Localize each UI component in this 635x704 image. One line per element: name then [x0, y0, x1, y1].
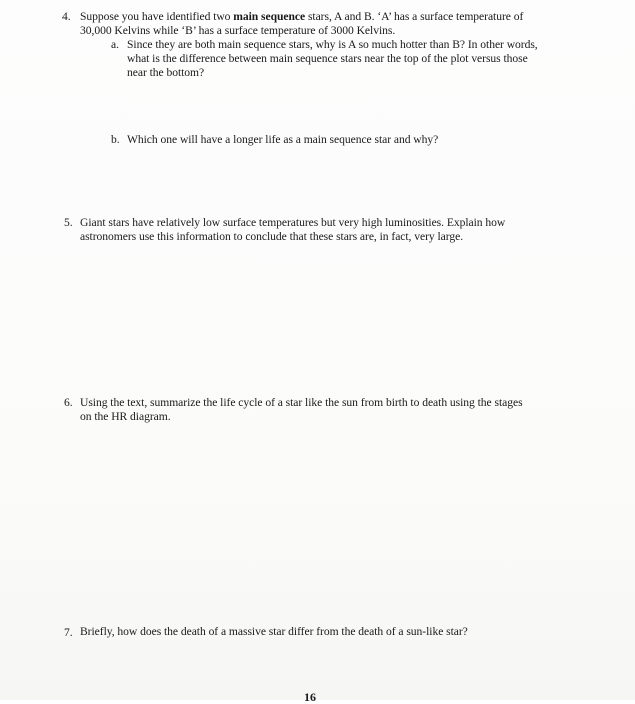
question-number: 6. [64, 396, 73, 409]
question-text-line: Since they are both main sequence stars, why is A so much hotter than B? In other words, [127, 38, 538, 51]
question-text-line: on the HR diagram. [80, 410, 171, 423]
question-text-line: astronomers use this information to conclude that these stars are, in fact, very large. [80, 230, 464, 243]
emphasis-term: main sequence [233, 10, 306, 23]
subquestion-label: b. [111, 133, 120, 146]
question-text-line: Giant stars have relatively low surface temperatures but very high luminosities. Explain how [80, 216, 506, 229]
question-number: 7. [64, 626, 73, 639]
question-number: 5. [64, 216, 73, 229]
question-text-line: Using the text, summarize the life cycle of a star like the sun from birth to death using the stages [80, 396, 523, 409]
question-text-line: Briefly, how does the death of a massive star differ from the death of a sun-like star? [80, 625, 468, 638]
page-number: 16 [304, 690, 316, 704]
question-text-line: Which one will have a longer life as a main sequence star and why? [127, 133, 439, 146]
question-number: 4. [62, 10, 71, 23]
subquestion-label: a. [111, 38, 120, 51]
question-text-line: Suppose you have identified two main sequence stars, A and B. ‘A’ has a surface temperature of [80, 10, 524, 23]
question-text-line: 30,000 Kelvins while ‘B’ has a surface temperature of 3000 Kelvins. [80, 24, 396, 37]
question-text-line: what is the difference between main sequence stars near the top of the plot versus those [127, 52, 528, 65]
question-text-line: near the bottom? [127, 66, 205, 79]
